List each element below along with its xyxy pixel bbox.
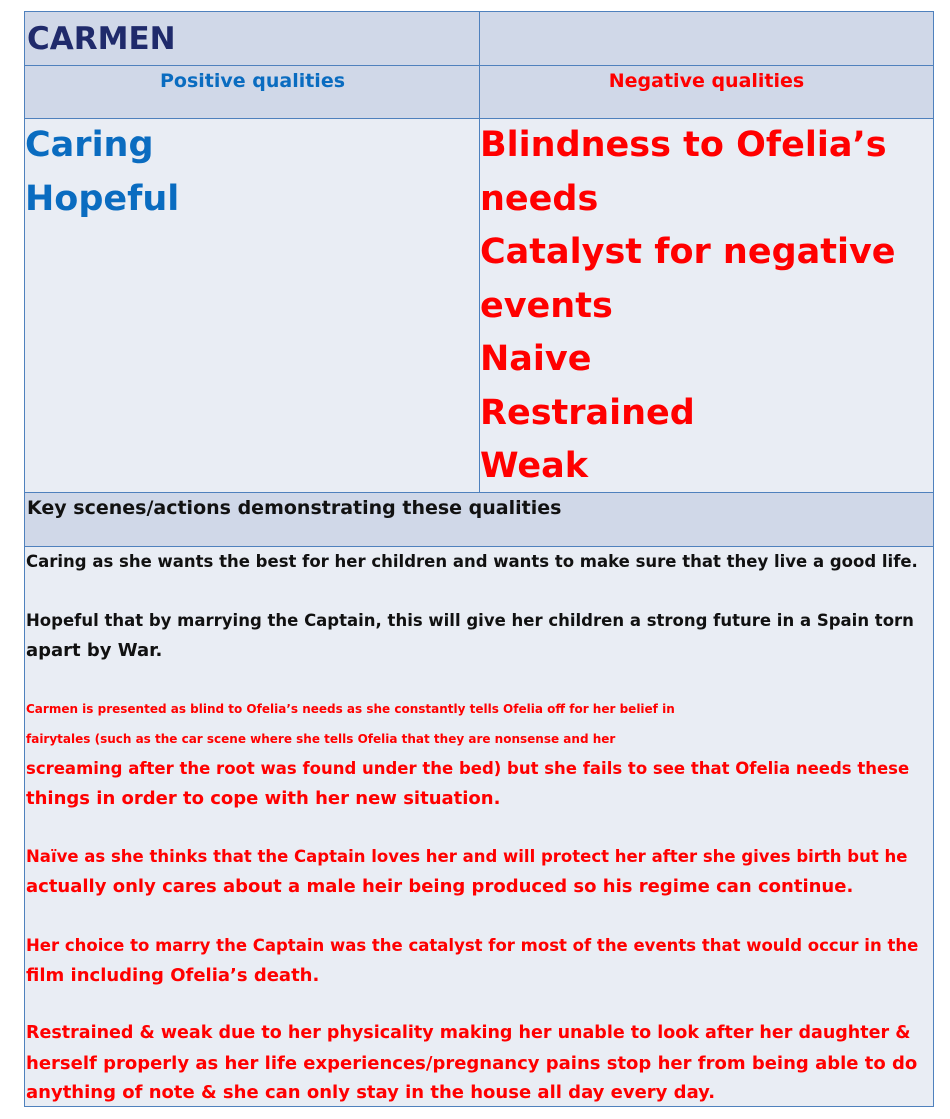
positive-quality: Caring xyxy=(25,125,154,165)
key-scenes-body xyxy=(24,546,934,1107)
key-scenes-heading: Key scenes/actions demonstrating these qualities xyxy=(27,497,562,519)
negative-quality: Naive xyxy=(480,339,592,379)
positive-quality: Hopeful xyxy=(25,178,180,219)
paragraph-line: fairytales (such as the car scene where she tells Ofelia that they are nonsense and her xyxy=(26,731,616,746)
positive-heading-cell xyxy=(24,65,480,118)
paragraph-line: Caring as she wants the best for her children and wants to make sure that they live a good life. xyxy=(26,552,918,571)
paragraph-line: apart by War. xyxy=(26,639,163,661)
paragraph-line: film including Ofelia’s death. xyxy=(26,964,320,986)
negative-quality: Catalyst for negative xyxy=(480,232,896,272)
paragraph-hopeful xyxy=(25,606,914,665)
positive-qualities-list xyxy=(25,119,480,226)
paragraph-line: Restrained & weak due to her physicality making her unable to look after her daughter & xyxy=(26,1023,911,1043)
paragraph-blindness xyxy=(25,695,909,813)
paragraph-line: actually only cares about a male heir being produced so his regime can continue. xyxy=(26,875,854,897)
negative-quality: Weak xyxy=(480,446,588,486)
paragraph-naive xyxy=(25,842,907,901)
paragraph-line: things in order to cope with her new situation. xyxy=(26,787,501,809)
positive-heading: Positive qualities xyxy=(159,70,346,92)
negative-qualities-list xyxy=(480,119,933,494)
negative-quality: events xyxy=(480,285,613,326)
paragraph-line: anything of note & she can only stay in the house all day every day. xyxy=(26,1082,716,1103)
paragraph-line: Naïve as she thinks that the Captain loves her and will protect her after she gives birth but he xyxy=(26,847,908,866)
character-name: CARMEN xyxy=(27,21,176,57)
character-table xyxy=(24,11,934,1107)
negative-qualities-cell xyxy=(479,118,934,492)
negative-quality: Restrained xyxy=(480,392,695,433)
name-cell xyxy=(24,11,480,65)
key-scenes-heading-cell xyxy=(24,492,934,546)
name-blank-cell xyxy=(479,11,934,65)
paragraph-line: herself properly as her life experiences/pregnancy pains stop her from being able to do xyxy=(26,1052,918,1074)
negative-quality: needs xyxy=(480,178,599,219)
positive-qualities-cell xyxy=(24,118,480,492)
paragraph-caring xyxy=(25,547,918,577)
negative-heading: Negative qualities xyxy=(608,70,805,92)
paragraph-line: Carmen is presented as blind to Ofelia’s needs as she constantly tells Ofelia off for her belief in xyxy=(26,702,675,716)
paragraph-line: Hopeful that by marrying the Captain, this will give her children a strong future in a Spain torn xyxy=(26,611,914,630)
paragraph-catalyst xyxy=(25,931,918,990)
paragraph-line: screaming after the root was found under the bed) but she fails to see that Ofelia needs these xyxy=(26,759,910,778)
paragraph-line: Her choice to marry the Captain was the catalyst for most of the events that would occur in the xyxy=(26,936,919,955)
negative-quality: Blindness to Ofelia’s xyxy=(480,125,887,165)
negative-heading-cell xyxy=(479,65,934,118)
paragraph-restrained xyxy=(25,1019,917,1108)
